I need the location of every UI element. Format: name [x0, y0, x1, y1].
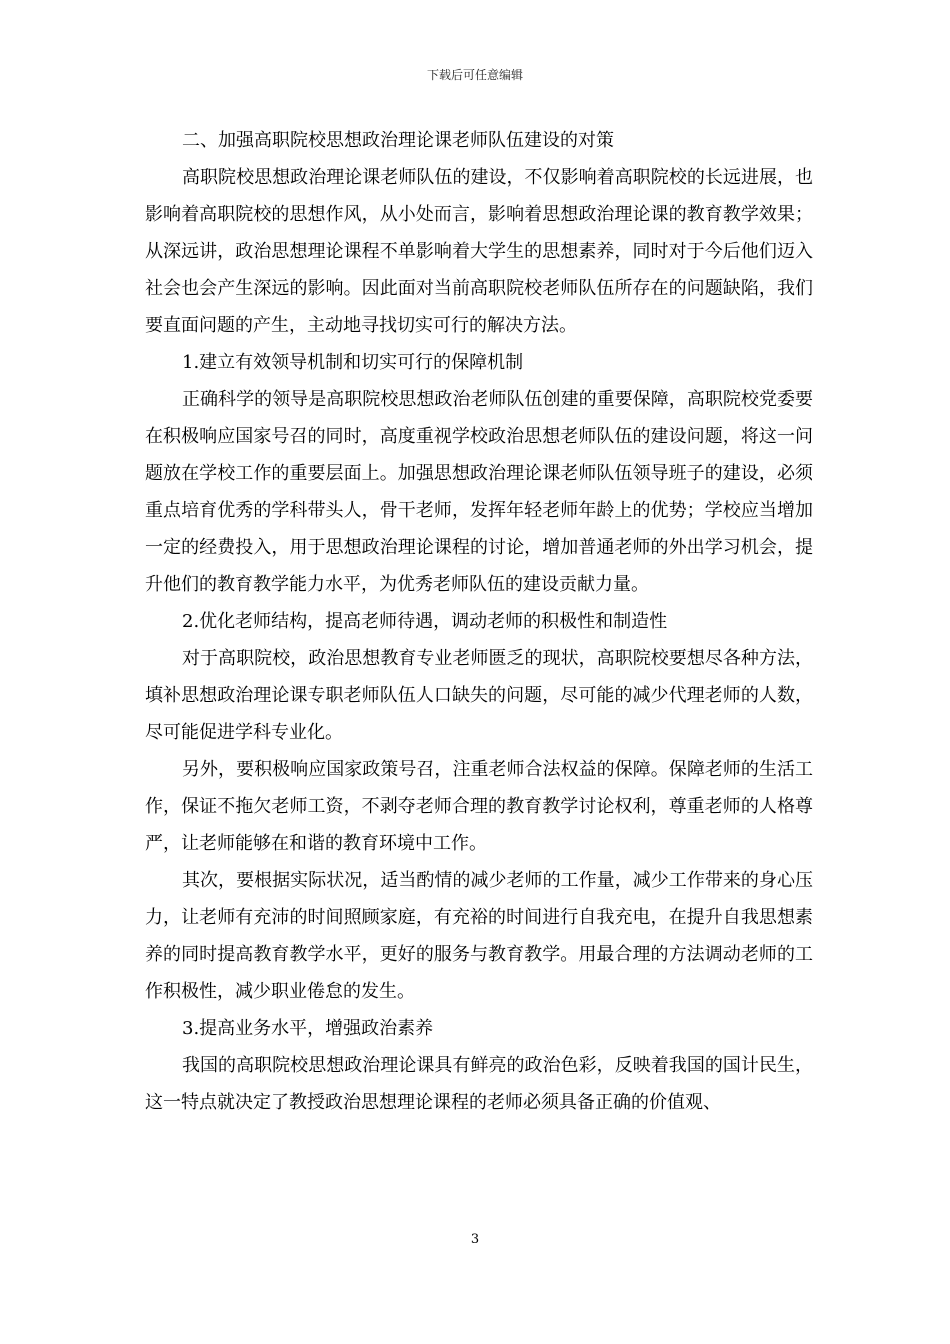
subsection-1-paragraph: 正确科学的领导是高职院校思想政治老师队伍创建的重要保障，高职院校党委要在积极响应国家号召的同时，高度重视学校政治思想老师队伍的建设问题，将这一问题放在学校工作的重要层面上。加强思想政治理论课老师队伍领导班子的建设，必须重点培育优秀的学科带头人，骨干老师，发挥年轻老师年龄上的优势；学校应当增加一定的经费投入，用于思想政治理论课程的讨论，增加普通老师的外出学习机会，提升他们的教育教学能力水平，为优秀老师队伍的建设贡献力量。 — [145, 389, 813, 595]
subsection-title-3: 3.提高业务水平，增强政治素养 — [182, 1018, 434, 1039]
page-number: 3 — [470, 1232, 480, 1247]
subsection-title-1: 1.建立有效领导机制和切实可行的保障机制 — [182, 352, 524, 373]
subsection-2-paragraph-3: 其次，要根据实际状况，适当酌情的减少老师的工作量，减少工作带来的身心压力，让老师有充沛的时间照顾家庭，有充裕的时间进行自我充电，在提升自我思想素养的同时提高教育教学水平，更好的服务与教育教学。用最合理的方法调动老师的工作积极性，减少职业倦怠的发生。 — [145, 870, 813, 1002]
subsection-2-paragraph-2: 另外，要积极响应国家政策号召，注重老师合法权益的保障。保障老师的生活工作，保证不拖欠老师工资，不剥夺老师合理的教育教学讨论权利，尊重老师的人格尊严，让老师能够在和谐的教育环境中工作。 — [145, 759, 813, 854]
document-body — [145, 122, 813, 1121]
intro-paragraph: 高职院校思想政治理论课老师队伍的建设，不仅影响着高职院校的长远进展，也影响着高职院校的思想作风，从小处而言，影响着思想政治理论课的教育教学效果；从深远讲，政治思想理论课程不单影响着大学生的思想素养，同时对于今后他们迈入社会也会产生深远的影响。因此面对当前高职院校老师队伍所存在的问题缺陷，我们要直面问题的产生，主动地寻找切实可行的解决方法。 — [145, 167, 813, 336]
subsection-title-2: 2.优化老师结构，提高老师待遇，调动老师的积极性和制造性 — [182, 611, 668, 632]
subsection-2-paragraph-1: 对于高职院校，政治思想教育专业老师匮乏的现状，高职院校要想尽各种方法，填补思想政治理论课专职老师队伍人口缺失的问题，尽可能的减少代理老师的人数，尽可能促进学科专业化。 — [145, 648, 813, 743]
subsection-3-paragraph: 我国的高职院校思想政治理论课具有鲜亮的政治色彩，反映着我国的国计民生，这一特点就决定了教授政治思想理论课程的老师必须具备正确的价值观、 — [145, 1055, 813, 1113]
section-title: 二、加强高职院校思想政治理论课老师队伍建设的对策 — [182, 130, 614, 151]
page-header: 下载后可任意编辑 — [426, 68, 523, 82]
